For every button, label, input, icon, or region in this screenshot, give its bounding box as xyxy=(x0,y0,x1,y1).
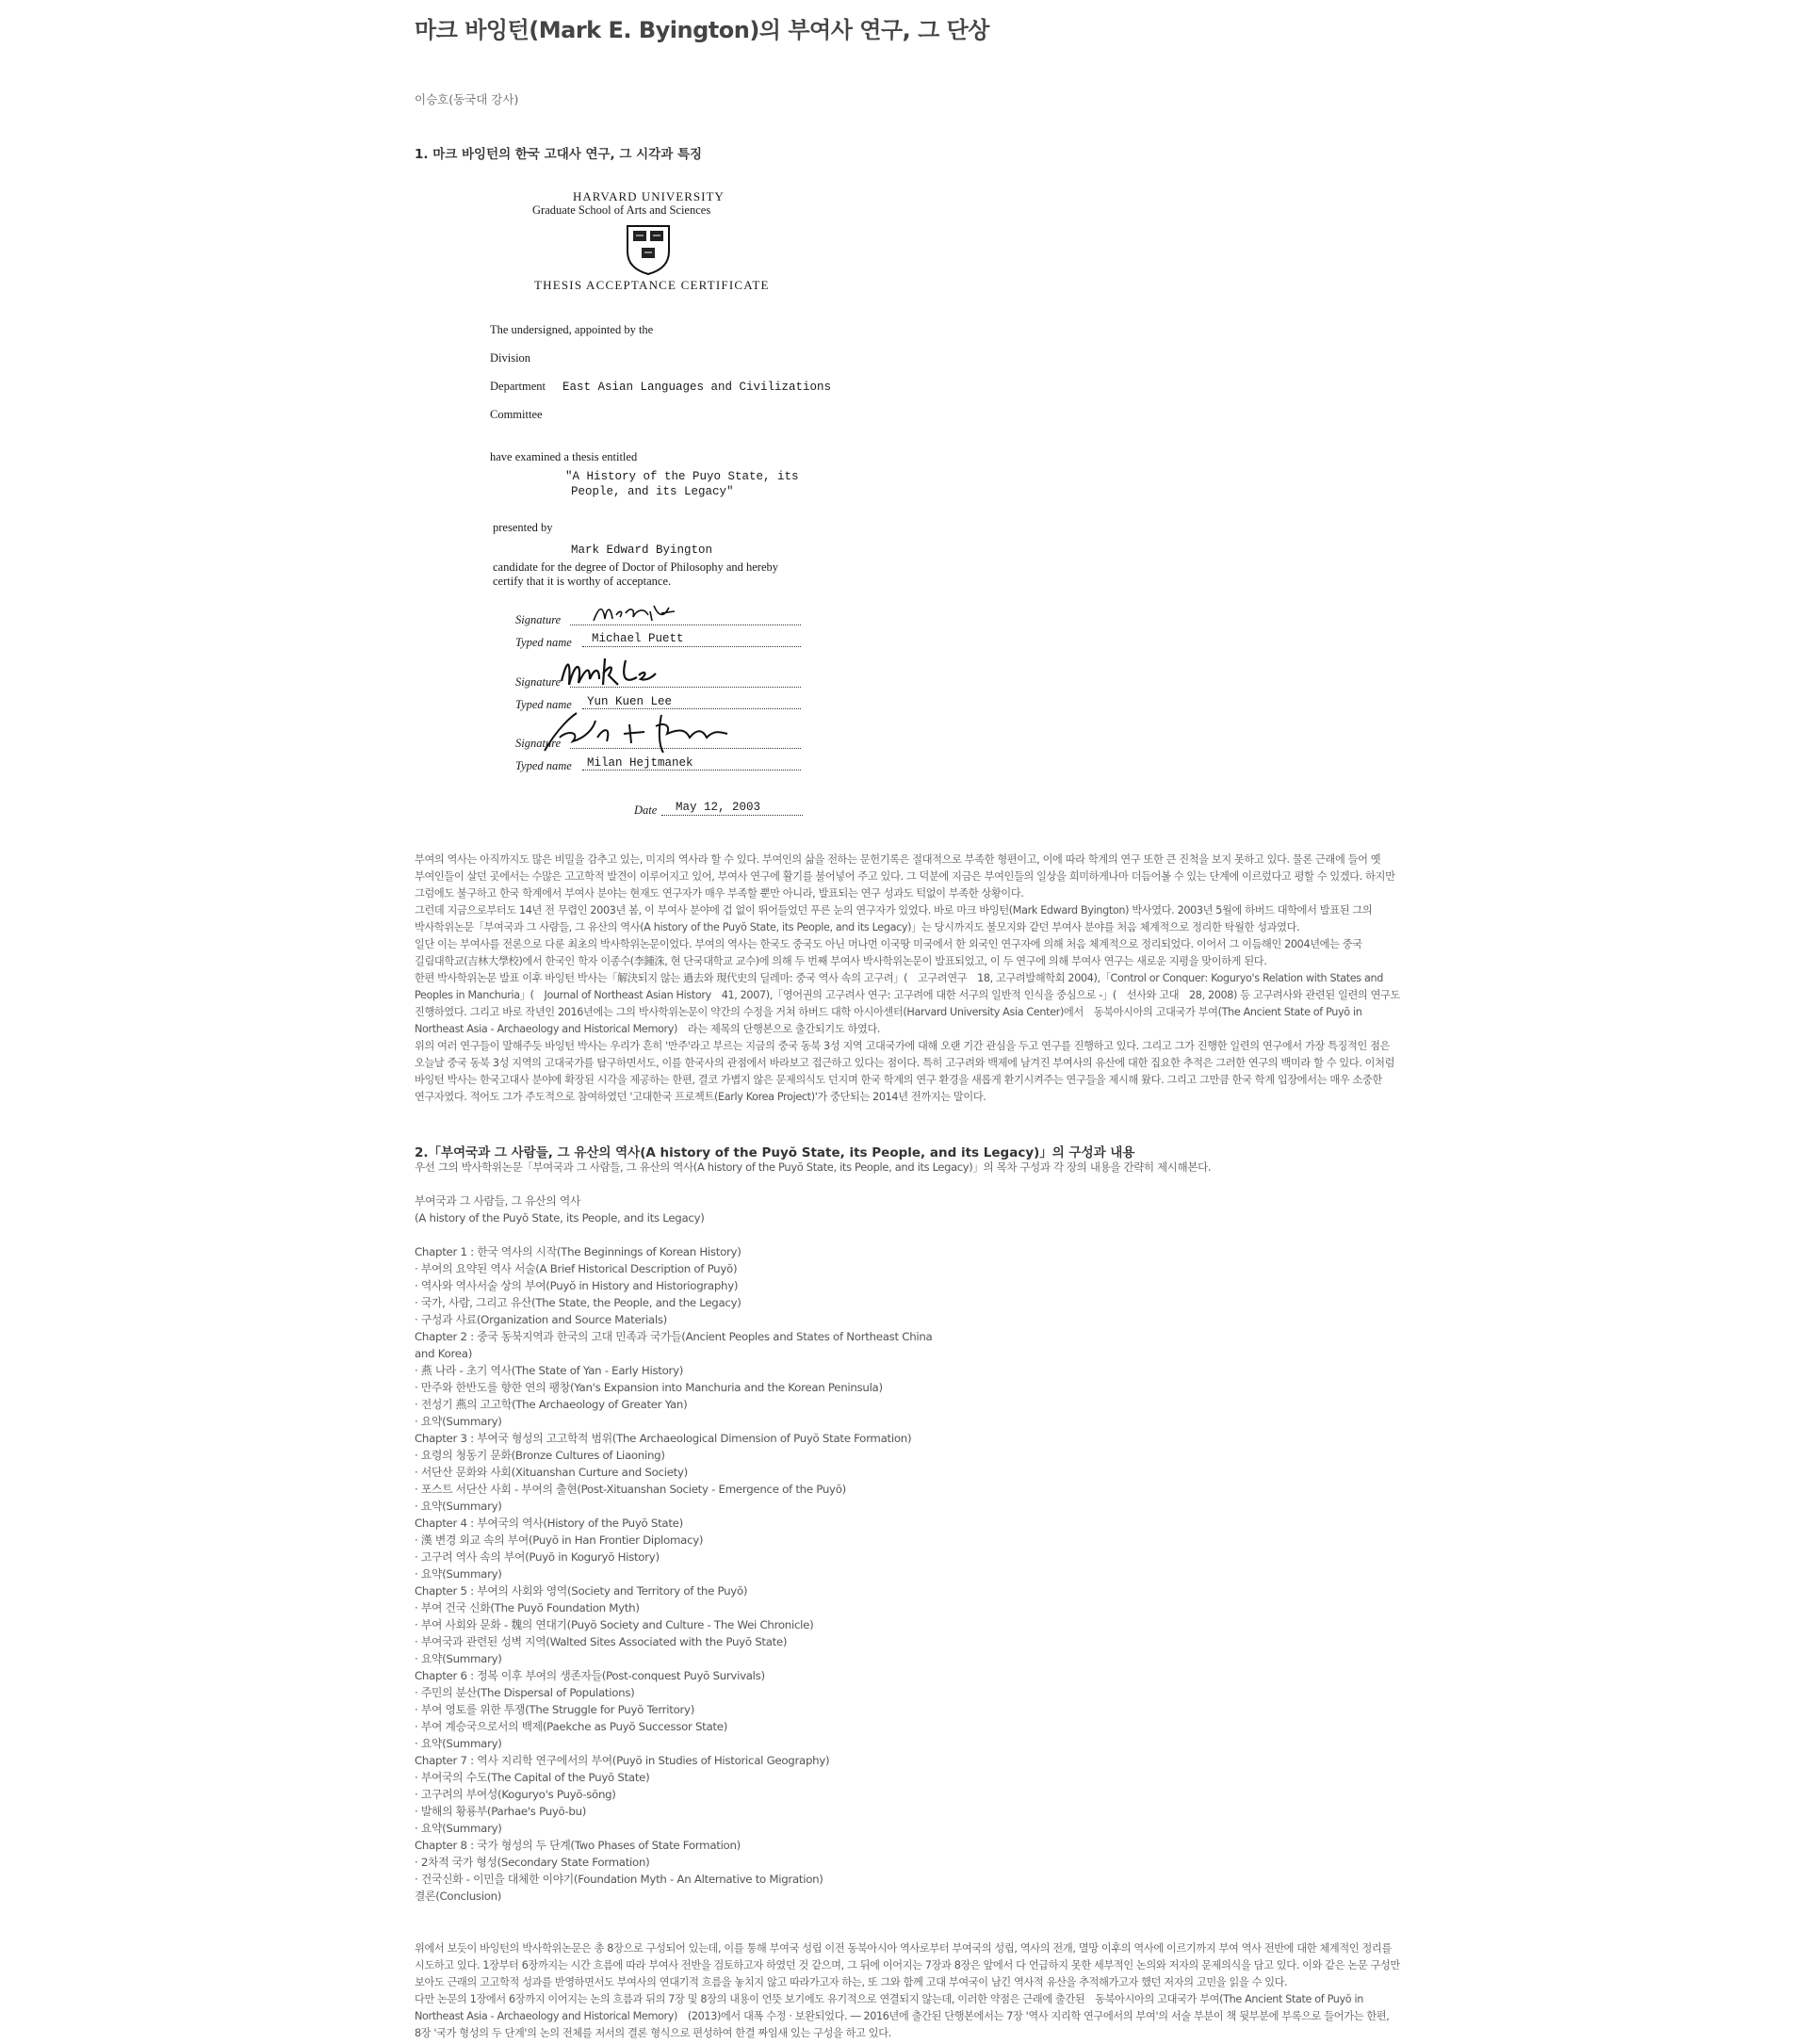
typed-name-line xyxy=(582,646,801,647)
closing-body xyxy=(415,1940,1404,2042)
typed-name-line xyxy=(582,770,801,771)
harvard-shield-icon xyxy=(625,223,672,276)
cert-division-label: Division xyxy=(490,351,531,365)
handwritten-signature-1 xyxy=(592,602,676,626)
toc-item: · 燕 나라 - 초기 역사(The State of Yan - Early History) xyxy=(415,1364,684,1377)
section-heading-2: 2.「부여국과 그 사람들, 그 유산의 역사(A history of the Puyŏ State, its People, and its Legacy)」의 구성과 내용 xyxy=(415,1145,1135,1160)
cert-undersigned: The undersigned, appointed by the xyxy=(490,323,654,336)
toc-chapter: Chapter 1 : 한국 역사의 시작(The Beginnings of Korean History) xyxy=(415,1245,742,1258)
typed-name-3: Milan Hejtmanek xyxy=(587,756,693,770)
thesis-certificate-image xyxy=(490,182,848,832)
cert-department-label: Department xyxy=(490,380,546,393)
toc-item: · 고구려 역사 속의 부여(Puyŏ in Koguryŏ History) xyxy=(415,1550,660,1564)
date-line xyxy=(661,815,803,816)
toc-item: · 요약(Summary) xyxy=(415,1500,502,1513)
toc-item: · 역사와 역사서술 상의 부여(Puyŏ in History and Historiography) xyxy=(415,1279,739,1292)
toc-item: · 요약(Summary) xyxy=(415,1822,502,1835)
toc-title-en: (A history of the Puyŏ State, its People, and its Legacy) xyxy=(415,1211,705,1225)
toc-item: · 2차적 국가 형성(Secondary State Formation) xyxy=(415,1856,650,1869)
cert-candidate-text-1: candidate for the degree of Doctor of Philosophy and hereby xyxy=(493,560,779,574)
signature-label: Signature xyxy=(515,737,562,750)
toc-item: · 서단산 문화와 사회(Xituanshan Curture and Society) xyxy=(415,1466,688,1479)
toc-item: · 발해의 황룡부(Parhae's Puyŏ-bu) xyxy=(415,1805,587,1818)
toc-item: · 요령의 청동기 문화(Bronze Cultures of Liaoning) xyxy=(415,1449,665,1462)
toc-item: 결론(Conclusion) xyxy=(415,1890,502,1903)
table-of-contents xyxy=(415,1243,942,1905)
handwritten-signature-2 xyxy=(558,653,661,690)
toc-chapter: Chapter 8 : 국가 형성의 두 단계(Two Phases of State Formation) xyxy=(415,1839,741,1852)
cert-committee-label: Committee xyxy=(490,408,543,421)
paragraph: 위에서 보듯이 바잉턴의 박사학위논문은 총 8장으로 구성되어 있는데, 이를 통해 부여국 성립 이전 동북아시아 역사로부터 부여국의 성립, 역사의 전개, 멸망 이후의 역사에 이르기까지 부여 역사 전반에 대한 체계적인 정리를 시도하고 있다. 1장부터 6장까지는 시간 흐름에 따라 부여사 전반을 검토하고자 하였던 것 같으며, 그 뒤에 이어지는 7장과 8장은 앞에서 다 언급하지 못한 세부적인 논의와 저자의 문제의식을 담고 있다. 이와 같은 논문 구성만 보아도 근래의 고고학적 성과를 반영하면서도 부여사의 연대기적 흐름을 놓치지 않고 따라가고자 하는, 또 그와 함께 고대 부여국이 남긴 역사적 유산을 추적해가고자 했던 저자의 고민을 읽을 수 있다. xyxy=(415,1942,1400,1988)
toc-title xyxy=(415,1192,942,1226)
typed-name-label: Typed name xyxy=(515,636,572,649)
date-label: Date xyxy=(634,803,658,817)
cert-presented-by: presented by xyxy=(493,521,553,534)
signature-label: Signature xyxy=(515,613,562,626)
toc-item: · 만주와 한반도를 향한 연의 팽창(Yan's Expansion into Manchuria and the Korean Peninsula) xyxy=(415,1381,883,1394)
cert-examined: have examined a thesis entitled xyxy=(490,450,638,463)
toc-chapter: Chapter 5 : 부여의 사회와 영역(Society and Territory of the Puyŏ) xyxy=(415,1584,748,1598)
typed-name-2: Yun Kuen Lee xyxy=(587,695,673,708)
toc-item: · 부여 건국 신화(The Puyŏ Foundation Myth) xyxy=(415,1601,640,1614)
toc-item: · 고구려의 부여성(Koguryo's Puyŏ-sŏng) xyxy=(415,1788,616,1801)
toc-chapter: Chapter 4 : 부여국의 역사(History of the Puyŏ State) xyxy=(415,1517,683,1530)
toc-item: · 구성과 사료(Organization and Source Materials) xyxy=(415,1313,667,1326)
toc-item: · 주민의 분산(The Dispersal of Populations) xyxy=(415,1686,635,1699)
toc-chapter: Chapter 3 : 부여국 형성의 고고학적 범위(The Archaeological Dimension of Puyŏ State Formation) xyxy=(415,1432,912,1445)
typed-name-1: Michael Puett xyxy=(592,632,684,645)
toc-item: · 건국신화 - 이민을 대체한 이야기(Foundation Myth - An Alternative to Migration) xyxy=(415,1873,823,1886)
toc-chapter: Chapter 6 : 정복 이후 부여의 생존자들(Post-conquest Puyŏ Survivals) xyxy=(415,1669,765,1682)
toc-item: · 漢 변경 외교 속의 부여(Puyŏ in Han Frontier Diplomacy) xyxy=(415,1533,704,1547)
toc-item: · 부여 계승국으로서의 백제(Paekche as Puyŏ Successor State) xyxy=(415,1720,728,1733)
page-title: 마크 바잉턴(Mark E. Byington)의 부여사 연구, 그 단상 xyxy=(415,17,989,43)
toc-item: · 부여국과 관련된 성벽 지역(Walted Sites Associated with the Puyŏ State) xyxy=(415,1635,788,1648)
cert-department-value: East Asian Languages and Civilizations xyxy=(562,381,832,394)
toc-item: · 부여국의 수도(The Capital of the Puyŏ State) xyxy=(415,1771,650,1784)
cert-candidate-name: Mark Edward Byington xyxy=(571,543,713,557)
typed-name-label: Typed name xyxy=(515,698,572,711)
paragraph: 위의 여러 연구들이 말해주듯 바잉턴 박사는 우리가 흔히 '만주'라고 부르는 지금의 중국 동북 3성 지역 고대국가에 대해 오랜 기간 관심을 두고 연구를 진행하고 있다. 그리고 그가 진행한 일련의 연구에서 가장 특징적인 점은 오늘날 중국 동북 3성 지역의 고대국가를 탐구하면서도, 이를 한국사의 관점에서 바라보고 접근하고 있다는 점이다. 특히 고구려와 백제에 남겨진 부여사의 유산에 대한 집요한 추적은 그러한 연구의 백미라 할 수 있다. 이처럼 바잉턴 박사는 한국고대사 분야에 확장된 시각을 제공하는 한편, 결코 가볍지 않은 문제의식도 던지며 한국 학계의 연구 환경을 새롭게 환기시켜주는 연구들을 제시해 왔다. 그리고 그만큼 한국 학계 입장에서는 매우 소중한 연구자였다. 적어도 그가 주도적으로 참여하였던 '고대한국 프로젝트(Early Korea Project)'가 중단되는 2014년 전까지는 말이다. xyxy=(415,1040,1395,1103)
toc-item: · 요약(Summary) xyxy=(415,1737,502,1750)
toc-item: · 포스트 서단산 사회 - 부여의 출현(Post-Xituanshan Society - Emergence of the Puyŏ) xyxy=(415,1483,846,1496)
toc-item: · 요약(Summary) xyxy=(415,1415,502,1428)
toc-item: · 전성기 燕의 고고학(The Archaeology of Greater Yan) xyxy=(415,1398,688,1411)
toc-item: · 부여의 요약된 역사 서술(A Brief Historical Description of Puyŏ) xyxy=(415,1262,738,1275)
author-line: 이승호(동국대 강사) xyxy=(415,92,519,106)
toc-item: · 부여 사회와 문화 - 魏의 연대기(Puyŏ Society and Culture - The Wei Chronicle) xyxy=(415,1618,814,1631)
paragraph: 한편 박사학위논문 발표 이후 바잉턴 박사는「解決되지 않는 過去와 現代史의 딜레마: 중국 역사 속의 고구려」( 고구려연구 18, 고구려발해학회 2004),「Control or Conquer: Koguryo's Relation with States and Peoples in Manchuria」( Journal of Northeast Asian History 41, 2007),「영어권의 고구려사 연구: 고구려에 대한 서구의 일반적 인식을 중심으로 -」( 선사와 고대 28, 2008) 등 고구려사와 관련된 일련의 연구도 진행하였다. 그리고 바로 작년인 2016년에는 그의 박사학위논문이 약간의 수정을 거쳐 하버드 대학 아시아센터(Harvard University Asia Center)에서 동북아시아의 고대국가 부여(The Ancient State of Puyŏ in Northeast Asia - Archaeology and Historical Memory) 라는 제목의 단행본으로 출간되기도 하였다. xyxy=(415,972,1400,1035)
date-value: May 12, 2003 xyxy=(676,801,761,814)
paragraph: 다만 논문의 1장에서 6장까지 이어지는 논의 흐름과 뒤의 7장 및 8장의 내용이 언뜻 보기에도 유기적으로 연결되지 않는데, 이러한 약점은 근래에 출간된 동북아시아의 고대국가 부여(The Ancient State of Puyŏ in Northeast Asia - Archaeology and Historical Memory) (2013)에서 대폭 수정 · 보완되었다. ― 2016년에 출간된 단행본에서는 7장 '역사 지리학 연구에서의 부여'의 서술 부분이 책 뒷부분에 부록으로 들어가는 한편, 8장 '국가 형성의 두 단계'의 논의 전체를 저서의 결론 형식으로 편성하여 한결 짜임새 있는 구성을 하고 있다. xyxy=(415,1993,1390,2039)
signature-label: Signature xyxy=(515,675,562,689)
paragraph: 그런데 지금으로부터도 14년 전 무렵인 2003년 봄, 이 부여사 분야에 겁 없이 뛰어들었던 푸른 눈의 연구자가 있었다. 바로 마크 바잉턴(Mark Edward Byington) 박사였다. 2003년 5월에 하버드 대학에서 발표된 그의 박사학위논문「부여국과 그 사람들, 그 유산의 역사(A history of the Puyŏ State, its People, and its Legacy)」는 당시까지도 불모지와 같던 부여사 분야를 처음 체계적으로 정리한 탁월한 성과였다. xyxy=(415,904,1373,933)
toc-chapter: Chapter 2 : 중국 동북지역과 한국의 고대 민족과 국가들(Ancient Peoples and States of Northeast China and Korea) xyxy=(415,1330,933,1360)
section1-body xyxy=(415,852,1404,1106)
cert-candidate-text-2: certify that it is worthy of acceptance. xyxy=(493,575,672,588)
toc-title-ko: 부여국과 그 사람들, 그 유산의 역사 xyxy=(415,1194,581,1208)
paragraph: 일단 이는 부여사를 전론으로 다룬 최초의 박사학위논문이었다. 부여의 역사는 한국도 중국도 아닌 머나먼 이국땅 미국에서 한 외국인 연구자에 의해 처음 체계적으로 정리되었다. 이어서 그 이듬해인 2004년에는 중국 길림대학교(吉林大學校)에서 한국인 학자 이종수(李鍾洙, 현 단국대학교 교수)에 의해 두 번째 부여사 박사학위논문이 발표되었고, 이 두 연구에 의해 부여사 연구는 새로운 지평을 맞이하게 된다. xyxy=(415,938,1362,967)
toc-item: · 요약(Summary) xyxy=(415,1652,502,1665)
cert-thesis-title-1: "A History of the Puyo State, its xyxy=(565,470,799,483)
typed-name-label: Typed name xyxy=(515,759,572,772)
cert-school: Graduate School of Arts and Sciences xyxy=(532,203,711,217)
paragraph: 부여의 역사는 아직까지도 많은 비밀을 감추고 있는, 미지의 역사라 할 수 있다. 부여인의 삶을 전하는 문헌기록은 절대적으로 부족한 형편이고, 이에 따라 학계의 연구 또한 큰 진척을 보지 못하고 있다. 물론 근래에 들어 옛 부여인들이 살던 곳에서는 수많은 고고학적 발견이 이루어지고 있어, 부여사 연구에 활기를 불어넣어 주고 있다. 그 덕분에 지금은 부여인들의 일상을 희미하게나마 더듬어볼 수 있는 단계에 이르렀다고 평할 수 있겠다. 하지만 그럼에도 불구하고 한국 학계에서 부여사 분야는 현재도 연구자가 매우 부족할 뿐만 아니라, 발표되는 연구 성과도 턱없이 부족한 상황이다. xyxy=(415,853,1395,900)
toc-chapter: Chapter 7 : 역사 지리학 연구에서의 부여(Puyŏ in Studies of Historical Geography) xyxy=(415,1754,830,1767)
cert-thesis-title-2: People, and its Legacy" xyxy=(571,485,734,498)
handwritten-signature-3 xyxy=(539,709,746,756)
toc-item: · 부여 영토를 위한 투쟁(The Struggle for Puyŏ Territory) xyxy=(415,1703,695,1716)
section-heading-1: 1. 마크 바잉턴의 한국 고대사 연구, 그 시각과 특징 xyxy=(415,147,703,162)
section2-intro: 우선 그의 박사학위논문「부여국과 그 사람들, 그 유산의 역사(A history of the Puyŏ State, its People, and its Legacy)」의 목차 구성과 각 장의 내용을 간략히 제시해본다. xyxy=(415,1160,1212,1174)
cert-university: HARVARD UNIVERSITY xyxy=(573,189,725,203)
toc-item: · 요약(Summary) xyxy=(415,1567,502,1581)
toc-item: · 국가, 사람, 그리고 유산(The State, the People, and the Legacy) xyxy=(415,1296,742,1309)
cert-heading: THESIS ACCEPTANCE CERTIFICATE xyxy=(534,278,770,292)
